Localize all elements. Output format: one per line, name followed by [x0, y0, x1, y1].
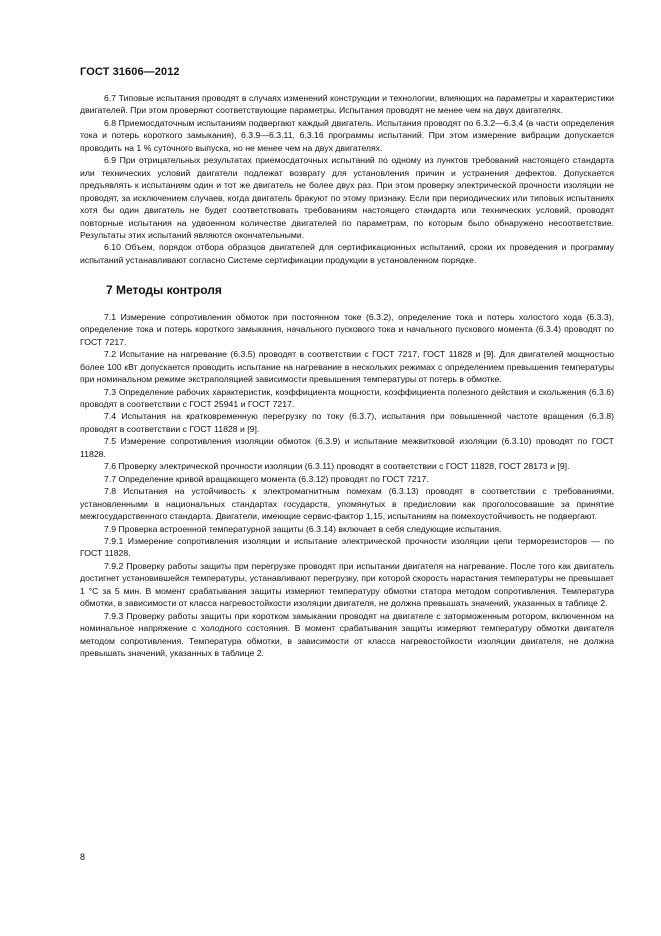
- paragraph-7-8: 7.8 Испытания на устойчивость к электромагнитным помехам (6.3.13) проводят в соответствии с требованиями, установленными в национальных стандартах государств, упомянутых в предисловии как проголосовавшие за принятие межгосударственного стандарта. Двигатели, имеющие сервис-фактор 1,15, испытаниям на помехоустойчивость не подвергают.: [80, 486, 614, 522]
- paragraph-7-7: 7.7 Определение кривой вращающего момента (6.3.12) проводят по ГОСТ 7217.: [104, 473, 429, 484]
- paragraph-6-8: 6.8 Приемосдаточным испытаниям подвергают каждый двигатель. Испытания проводят по 6.3.2—6.3.4 (в части определения тока и потерь короткого замыкания), 6.3.9—6.3.11, 6.3.16 программы испытаний. При этом измерение вибрации допускается проводить на 1 % суточного выпуска, но не менее чем на двух двигателях.: [80, 117, 614, 153]
- section-title: 7 Методы контроля: [106, 283, 222, 298]
- paragraph-7-1: 7.1 Измерение сопротивления обмоток при постоянном токе (6.3.2), определение тока и потерь холостого хода (6.3.3), определение тока и потерь короткого замыкания, начального пускового тока и начального пускового момента (6.3.4) проводят по ГОСТ 7217.: [80, 311, 614, 347]
- document-body: [80, 92, 614, 659]
- paragraph-7-9-3: 7.9.3 Проверку работы защиты при коротком замыкании проводят на двигателе с заторможенным ротором, включенном на номинальное напряжение с холодного состояния. В момент срабатывания защиты измеряют температуру обмотки двигателя методом сопротивления. Температура обмотки, в зависимости от класса нагревостойкости изоляции двигателя, не должна превышать значений, указанных в таблице 2.: [80, 610, 614, 659]
- standard-header: ГОСТ 31606—2012: [80, 66, 180, 78]
- page-number: 8: [80, 852, 86, 862]
- paragraph-7-9: 7.9 Проверка встроенной температурной защиты (6.3.14) включает в себя следующие испытания.: [104, 523, 502, 534]
- paragraph-7-4: 7.4 Испытания на кратковременную перегрузку по току (6.3.7), испытания при повышенной частоте вращения (6.3.8) проводят в соответствии с ГОСТ 11828 и [9].: [80, 411, 614, 434]
- paragraph-6-7: 6.7 Типовые испытания проводят в случаях изменений конструкции и технологии, влияющих на параметры и характеристики двигателей. При этом проверяют соответствующие параметры. Испытания проводят не менее чем на двух двигателях.: [80, 93, 614, 116]
- paragraph-6-9: 6.9 При отрицательных результатах приемосдаточных испытаний по одному из пунктов требований настоящего стандарта или технических условий двигатели подлежат возврату для установления причин и устранения дефектов. Допускается предъявлять к испытаниям один и тот же двигатель не более двух раз. При этом проверку электрической прочности изоляции не проводят, за исключением случаев, когда двигатель бракуют по этому признаку. Если при периодических или типовых испытаниях хотя бы один двигатель не будет соответствовать требованиям настоящего стандарта или технических условий, проводят повторные испытания на удвоенном количестве двигателей по параметрам, по которым было обнаружено несоответствие. Результаты этих испытаний являются окончательными.: [80, 155, 614, 240]
- paragraph-7-3: 7.3 Определение рабочих характеристик, коэффициента мощности, коэффициента полезного действия и скольжения (6.3.6) проводят в соответствии с ГОСТ 25941 и ГОСТ 7217.: [80, 386, 614, 409]
- paragraph-7-2: 7.2 Испытание на нагревание (6.3.5) проводят в соответствии с ГОСТ 7217, ГОСТ 11828 и [9]. Для двигателей мощностью более 100 кВт допускается проводить испытание на нагревание в нескольких режимах с определением превышения температуры при номинальном режиме экстраполяцией зависимости превышения температуры от потерь в обмотке.: [80, 349, 614, 385]
- paragraph-7-9-1: 7.9.1 Измерение сопротивления изоляции и испытание электрической прочности изоляции цепи терморезисторов — по ГОСТ 11828.: [80, 535, 614, 559]
- paragraph-7-5: 7.5 Измерение сопротивления изоляции обмоток (6.3.9) и испытание межвитковой изоляции (6.3.10) проводят по ГОСТ 11828.: [80, 436, 614, 459]
- paragraph-7-9-2: 7.9.2 Проверку работы защиты при перегрузке проводят при испытании двигателя на нагревание. После того как двигатель достигнет установившейся температуры, устанавливают перегрузку, при которой скорость нарастания температуры не превышает 1 °С за 5 мин. В момент срабатывания защиты измеряют температуру обмотки статора методом сопротивления. Температура обмотки, в зависимости от класса нагревостойкости изоляции двигателя, не должна превышать значений, указанных в таблице 2.: [80, 560, 614, 609]
- paragraph-6-10: 6.10 Объем, порядок отбора образцов двигателей для сертификационных испытаний, сроки их проведения и программу испытаний устанавливают согласно Системе сертификации продукции в установленном порядке.: [80, 242, 614, 265]
- paragraph-7-6: 7.6 Проверку электрической прочности изоляции (6.3.11) проводят в соответствии с ГОСТ 11828, ГОСТ 28173 и [9].: [104, 461, 570, 472]
